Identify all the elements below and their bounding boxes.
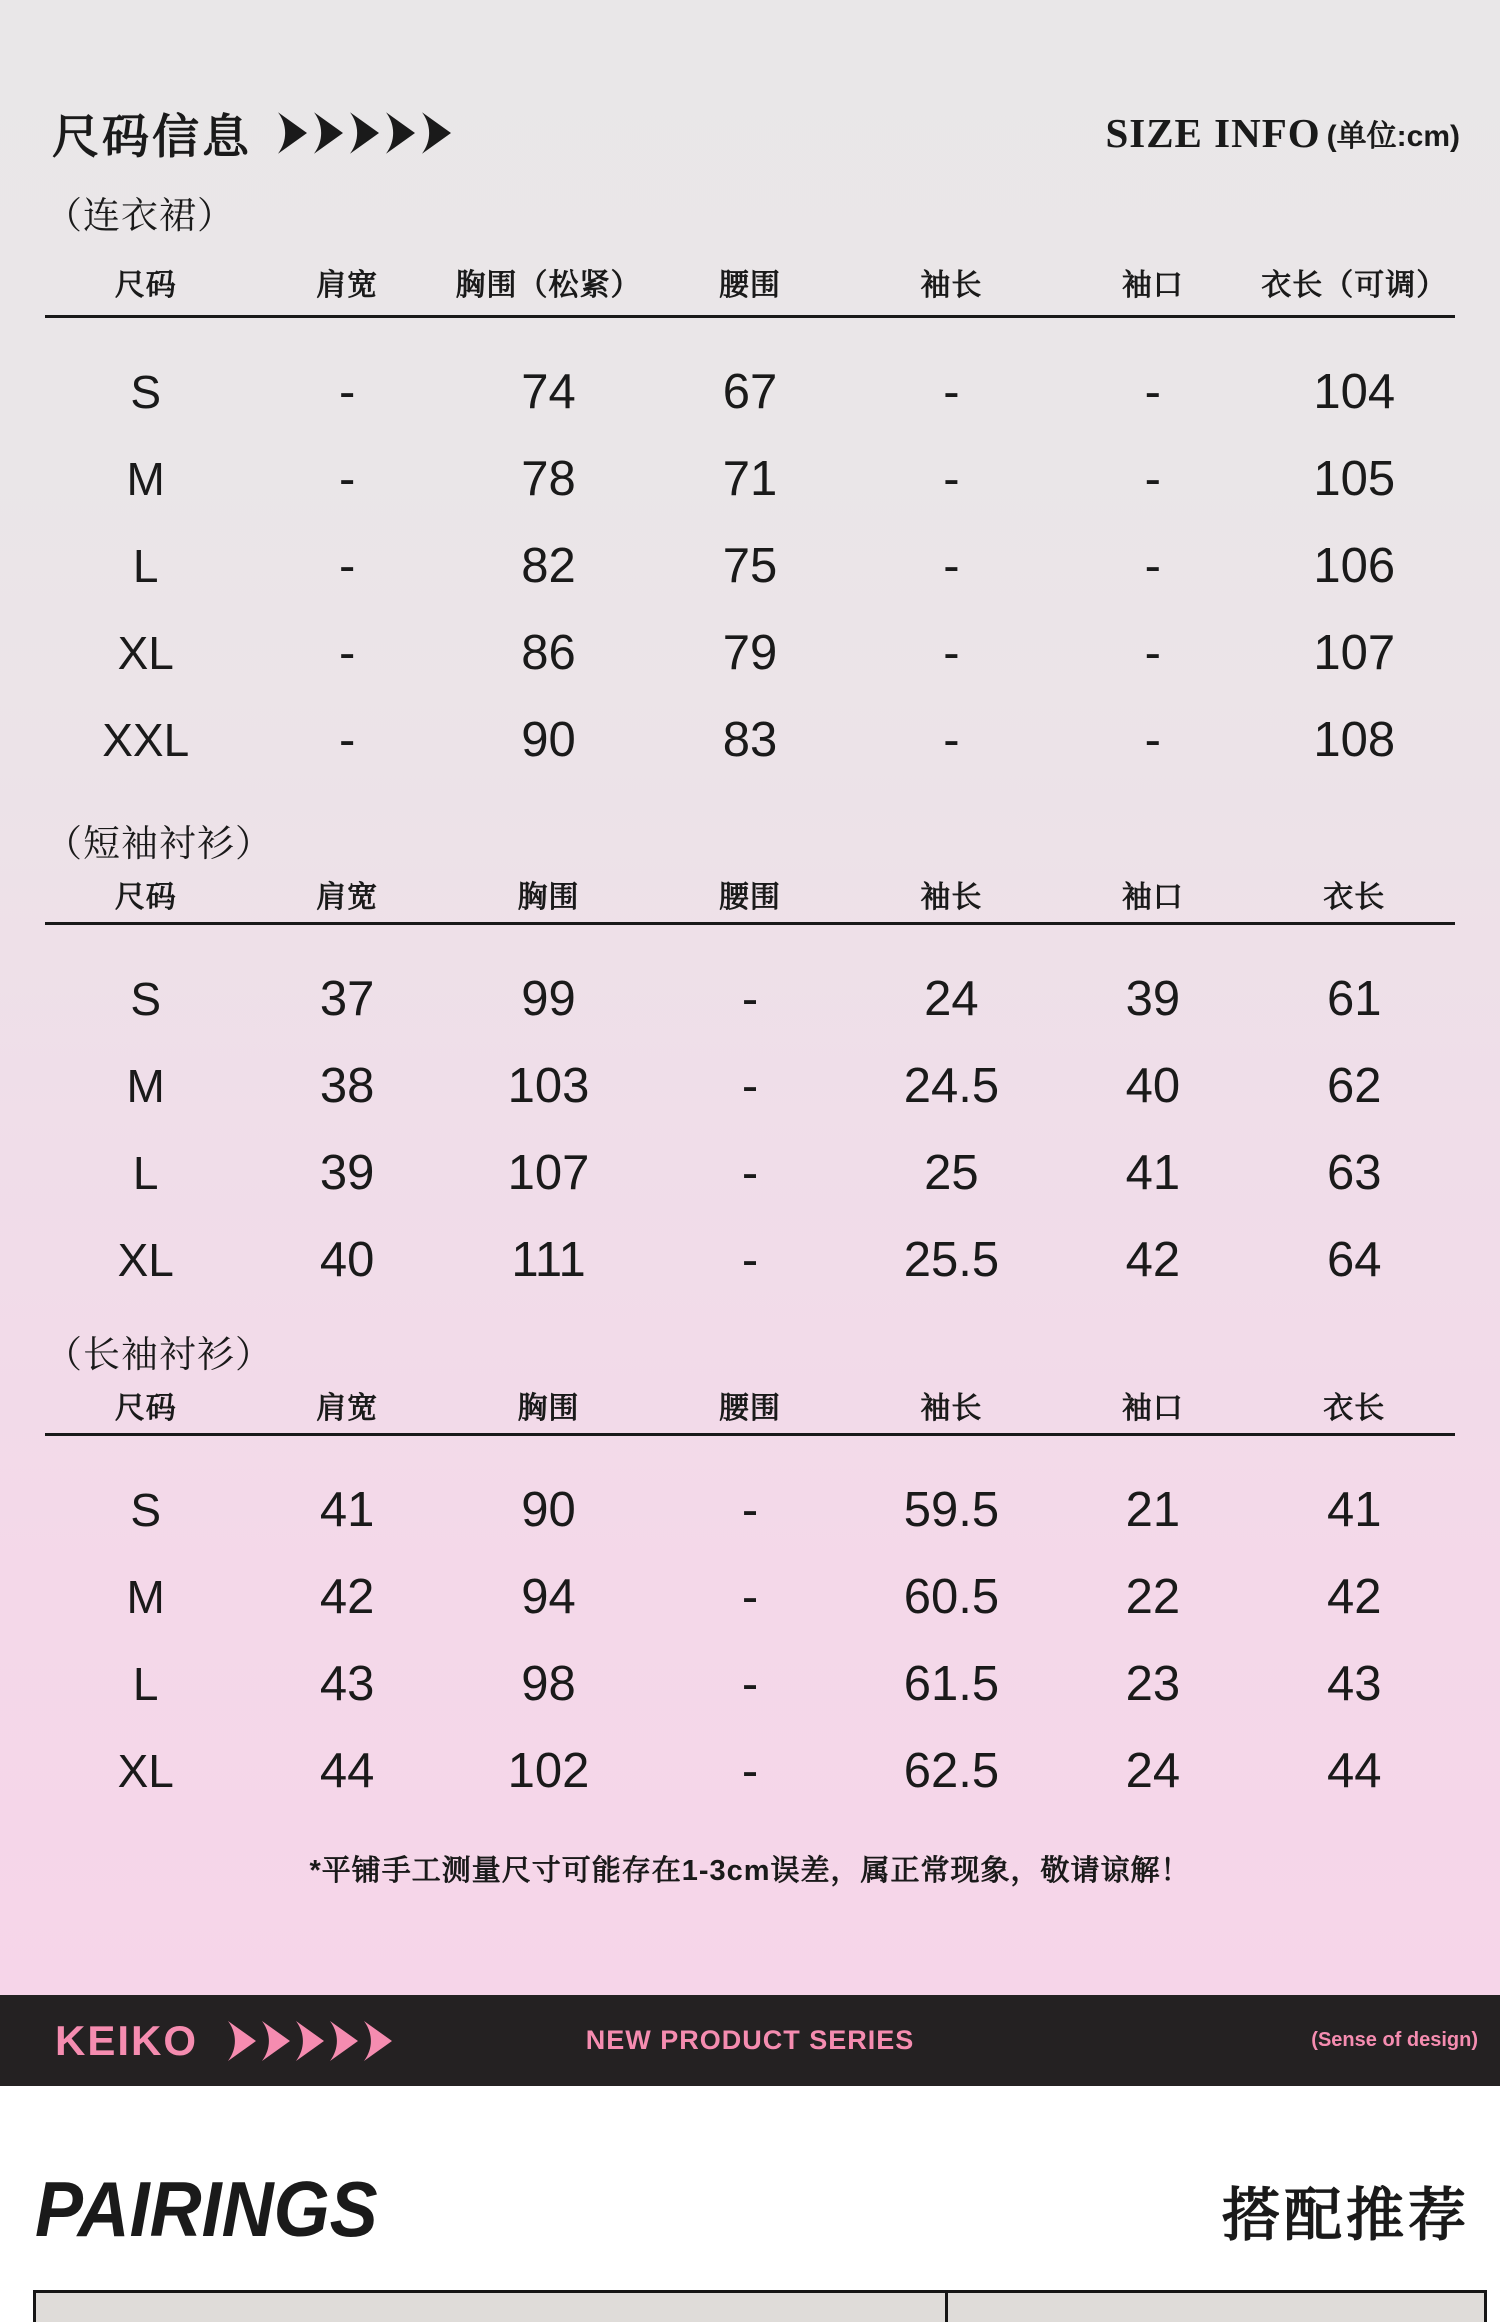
- column-header: 胸围（松紧）: [455, 268, 642, 302]
- page-title: 尺码信息: [52, 109, 252, 163]
- table-cell: -: [338, 538, 356, 593]
- size-cell: XL: [117, 626, 174, 679]
- table-row: [45, 955, 1455, 1042]
- table-cell: 22: [1125, 1569, 1181, 1624]
- table-cell: 43: [319, 1656, 375, 1711]
- arrow-right-icon: [278, 110, 307, 156]
- table-cell: 107: [507, 1145, 590, 1200]
- new-product-series-label: NEW PRODUCT SERIES: [585, 2025, 915, 2055]
- table-cell: 108: [1313, 712, 1396, 767]
- title-group: [52, 100, 451, 167]
- table-cell: 102: [507, 1743, 590, 1798]
- table-cell: -: [1144, 712, 1161, 767]
- table-cell: 23: [1125, 1656, 1181, 1711]
- table-cell: 106: [1313, 538, 1396, 593]
- arrow-right-icon: [386, 110, 415, 156]
- table-cell: -: [741, 1569, 759, 1624]
- section-short-sleeve-shirt: [45, 822, 1455, 1303]
- column-header: 尺码: [114, 268, 177, 302]
- table-cell: 62: [1326, 1058, 1382, 1113]
- column-header: 肩宽: [316, 1392, 379, 1425]
- table-cell: 111: [511, 1232, 586, 1287]
- column-header: 衣长: [1323, 1392, 1386, 1425]
- section-label: （长袖衬衫）: [45, 1334, 273, 1375]
- arrow-right-icon: [422, 110, 451, 156]
- column-header: 袖长: [920, 268, 983, 302]
- column-header: 肩宽: [316, 881, 379, 914]
- title-arrows-icon: [278, 110, 451, 156]
- table-cell: -: [338, 712, 356, 767]
- table-cell: -: [943, 538, 960, 593]
- table-cell: 39: [319, 1145, 375, 1200]
- table-cell: 105: [1313, 451, 1396, 506]
- size-table-short-sleeve: [45, 866, 1455, 1303]
- table-row: [45, 348, 1455, 435]
- table-cell: -: [338, 451, 356, 506]
- table-cell: 90: [521, 1482, 576, 1537]
- size-info-label: SIZE INFO: [1105, 110, 1321, 156]
- table-cell: -: [338, 364, 356, 419]
- table-cell: 71: [722, 451, 778, 506]
- table-row: [45, 522, 1455, 609]
- size-cell: L: [132, 1657, 159, 1710]
- table-cell: 24: [1125, 1743, 1181, 1798]
- column-header: 尺码: [114, 881, 177, 914]
- table-cell: 21: [1125, 1482, 1181, 1537]
- column-header: 尺码: [114, 1392, 177, 1425]
- table-cell: -: [1144, 364, 1161, 419]
- table-cell: -: [741, 1656, 759, 1711]
- size-cell: XL: [117, 1744, 174, 1797]
- column-header: 袖口: [1121, 268, 1184, 302]
- table-cell: 59.5: [903, 1482, 1000, 1537]
- table-cell: -: [741, 1232, 759, 1287]
- size-cell: XXL: [102, 713, 190, 766]
- column-header: 腰围: [718, 1392, 781, 1425]
- table-cell: 107: [1313, 625, 1396, 680]
- size-cell: M: [126, 1570, 165, 1623]
- size-table-dress: [45, 248, 1455, 783]
- page-header: [52, 100, 1460, 166]
- table-cell: 41: [1125, 1145, 1181, 1200]
- size-cell: M: [126, 1059, 165, 1112]
- table-cell: 24.5: [903, 1058, 1000, 1113]
- brand-bar: [0, 1995, 1500, 2086]
- table-body: [45, 318, 1455, 783]
- table-row: [45, 1466, 1455, 1553]
- section-label: （连衣裙）: [45, 195, 235, 236]
- measurement-disclaimer: *平铺手工测量尺寸可能存在1-3cm误差，属正常现象，敬请谅解！: [309, 1855, 1191, 1887]
- pairing-image-left: [36, 2293, 948, 2322]
- table-cell: -: [338, 625, 356, 680]
- table-row: [45, 1129, 1455, 1216]
- table-cell: 25.5: [903, 1232, 1000, 1287]
- pairings-header: [35, 2160, 1470, 2260]
- size-cell: M: [126, 452, 165, 505]
- section-label: （短袖衬衫）: [45, 823, 273, 864]
- arrow-right-icon: [350, 110, 379, 156]
- table-cell: 86: [521, 625, 576, 680]
- size-table-long-sleeve: [45, 1377, 1455, 1814]
- sense-of-design-label: (Sense of design): [1311, 2029, 1478, 2051]
- table-cell: 25: [924, 1145, 979, 1200]
- table-cell: 78: [521, 451, 576, 506]
- unit-label: (单位:cm): [1326, 120, 1460, 153]
- table-body: [45, 925, 1455, 1303]
- column-header: 肩宽: [316, 268, 379, 302]
- column-header: 胸围: [517, 881, 580, 914]
- column-header: 腰围: [718, 881, 781, 914]
- table-row: [45, 1553, 1455, 1640]
- table-cell: 104: [1313, 364, 1396, 419]
- table-cell: 43: [1326, 1656, 1382, 1711]
- table-cell: 67: [722, 364, 778, 419]
- size-cell: S: [130, 972, 162, 1025]
- size-cell: L: [132, 1146, 159, 1199]
- size-cell: XL: [117, 1233, 174, 1286]
- table-header-row: [45, 248, 1455, 318]
- column-header: 袖口: [1121, 881, 1184, 914]
- table-row: [45, 1640, 1455, 1727]
- table-cell: -: [741, 1058, 759, 1113]
- table-cell: 94: [521, 1569, 576, 1624]
- table-cell: 103: [507, 1058, 590, 1113]
- table-cell: -: [1144, 538, 1161, 593]
- table-cell: 24: [924, 971, 979, 1026]
- table-cell: 42: [319, 1569, 375, 1624]
- pairing-image-grid: [33, 2290, 1487, 2322]
- table-body: [45, 1436, 1455, 1814]
- table-row: [45, 1727, 1455, 1814]
- table-cell: -: [1144, 451, 1161, 506]
- table-cell: 40: [319, 1232, 375, 1287]
- table-cell: -: [943, 712, 960, 767]
- table-cell: 41: [1326, 1482, 1382, 1537]
- size-cell: L: [132, 539, 159, 592]
- table-header-row: [45, 866, 1455, 925]
- table-cell: -: [741, 1743, 759, 1798]
- table-cell: 42: [1326, 1569, 1382, 1624]
- table-cell: 44: [319, 1743, 375, 1798]
- section-long-sleeve-shirt: [45, 1333, 1455, 1814]
- pairings-title-en: PAIRINGS: [35, 2166, 378, 2254]
- table-cell: 99: [521, 971, 576, 1026]
- column-header: 胸围: [517, 1392, 580, 1425]
- table-cell: 64: [1326, 1232, 1382, 1287]
- table-row: [45, 435, 1455, 522]
- table-cell: 82: [521, 538, 576, 593]
- table-cell: 37: [319, 971, 375, 1026]
- table-cell: 62.5: [903, 1743, 1000, 1798]
- table-cell: 39: [1125, 971, 1181, 1026]
- column-header: 袖长: [920, 1392, 983, 1425]
- table-cell: 61.5: [903, 1656, 1000, 1711]
- column-header: 衣长: [1323, 881, 1386, 914]
- table-cell: 63: [1326, 1145, 1382, 1200]
- table-cell: 79: [722, 625, 778, 680]
- table-cell: -: [943, 451, 960, 506]
- table-cell: 41: [319, 1482, 375, 1537]
- table-row: [45, 1216, 1455, 1303]
- column-header: 衣长（可调）: [1261, 268, 1448, 302]
- table-header-row: [45, 1377, 1455, 1436]
- table-cell: -: [741, 971, 759, 1026]
- table-cell: -: [741, 1145, 759, 1200]
- table-cell: 40: [1125, 1058, 1181, 1113]
- section-dress: [45, 190, 1455, 783]
- column-header: 袖口: [1121, 1392, 1184, 1425]
- table-cell: 98: [521, 1656, 576, 1711]
- table-cell: 74: [521, 364, 576, 419]
- arrow-right-icon: [314, 110, 343, 156]
- size-cell: S: [130, 365, 162, 418]
- table-cell: 90: [521, 712, 576, 767]
- brand-name: KEIKO: [55, 2016, 199, 2064]
- table-cell: 83: [722, 712, 778, 767]
- table-cell: -: [943, 364, 960, 419]
- table-cell: 38: [319, 1058, 375, 1113]
- column-header: 腰围: [718, 268, 781, 302]
- size-cell: S: [130, 1483, 162, 1536]
- table-cell: 60.5: [903, 1569, 1000, 1624]
- table-row: [45, 609, 1455, 696]
- table-row: [45, 696, 1455, 783]
- table-row: [45, 1042, 1455, 1129]
- table-cell: -: [741, 1482, 759, 1537]
- size-info-group: [1105, 109, 1460, 157]
- column-header: 袖长: [920, 881, 983, 914]
- table-cell: -: [943, 625, 960, 680]
- pairing-image-right: [948, 2293, 1484, 2322]
- table-cell: -: [1144, 625, 1161, 680]
- table-cell: 44: [1326, 1743, 1382, 1798]
- table-cell: 42: [1125, 1232, 1181, 1287]
- table-cell: 75: [722, 538, 778, 593]
- table-cell: 61: [1326, 971, 1382, 1026]
- pairings-title-cn: 搭配推荐: [1221, 2183, 1470, 2248]
